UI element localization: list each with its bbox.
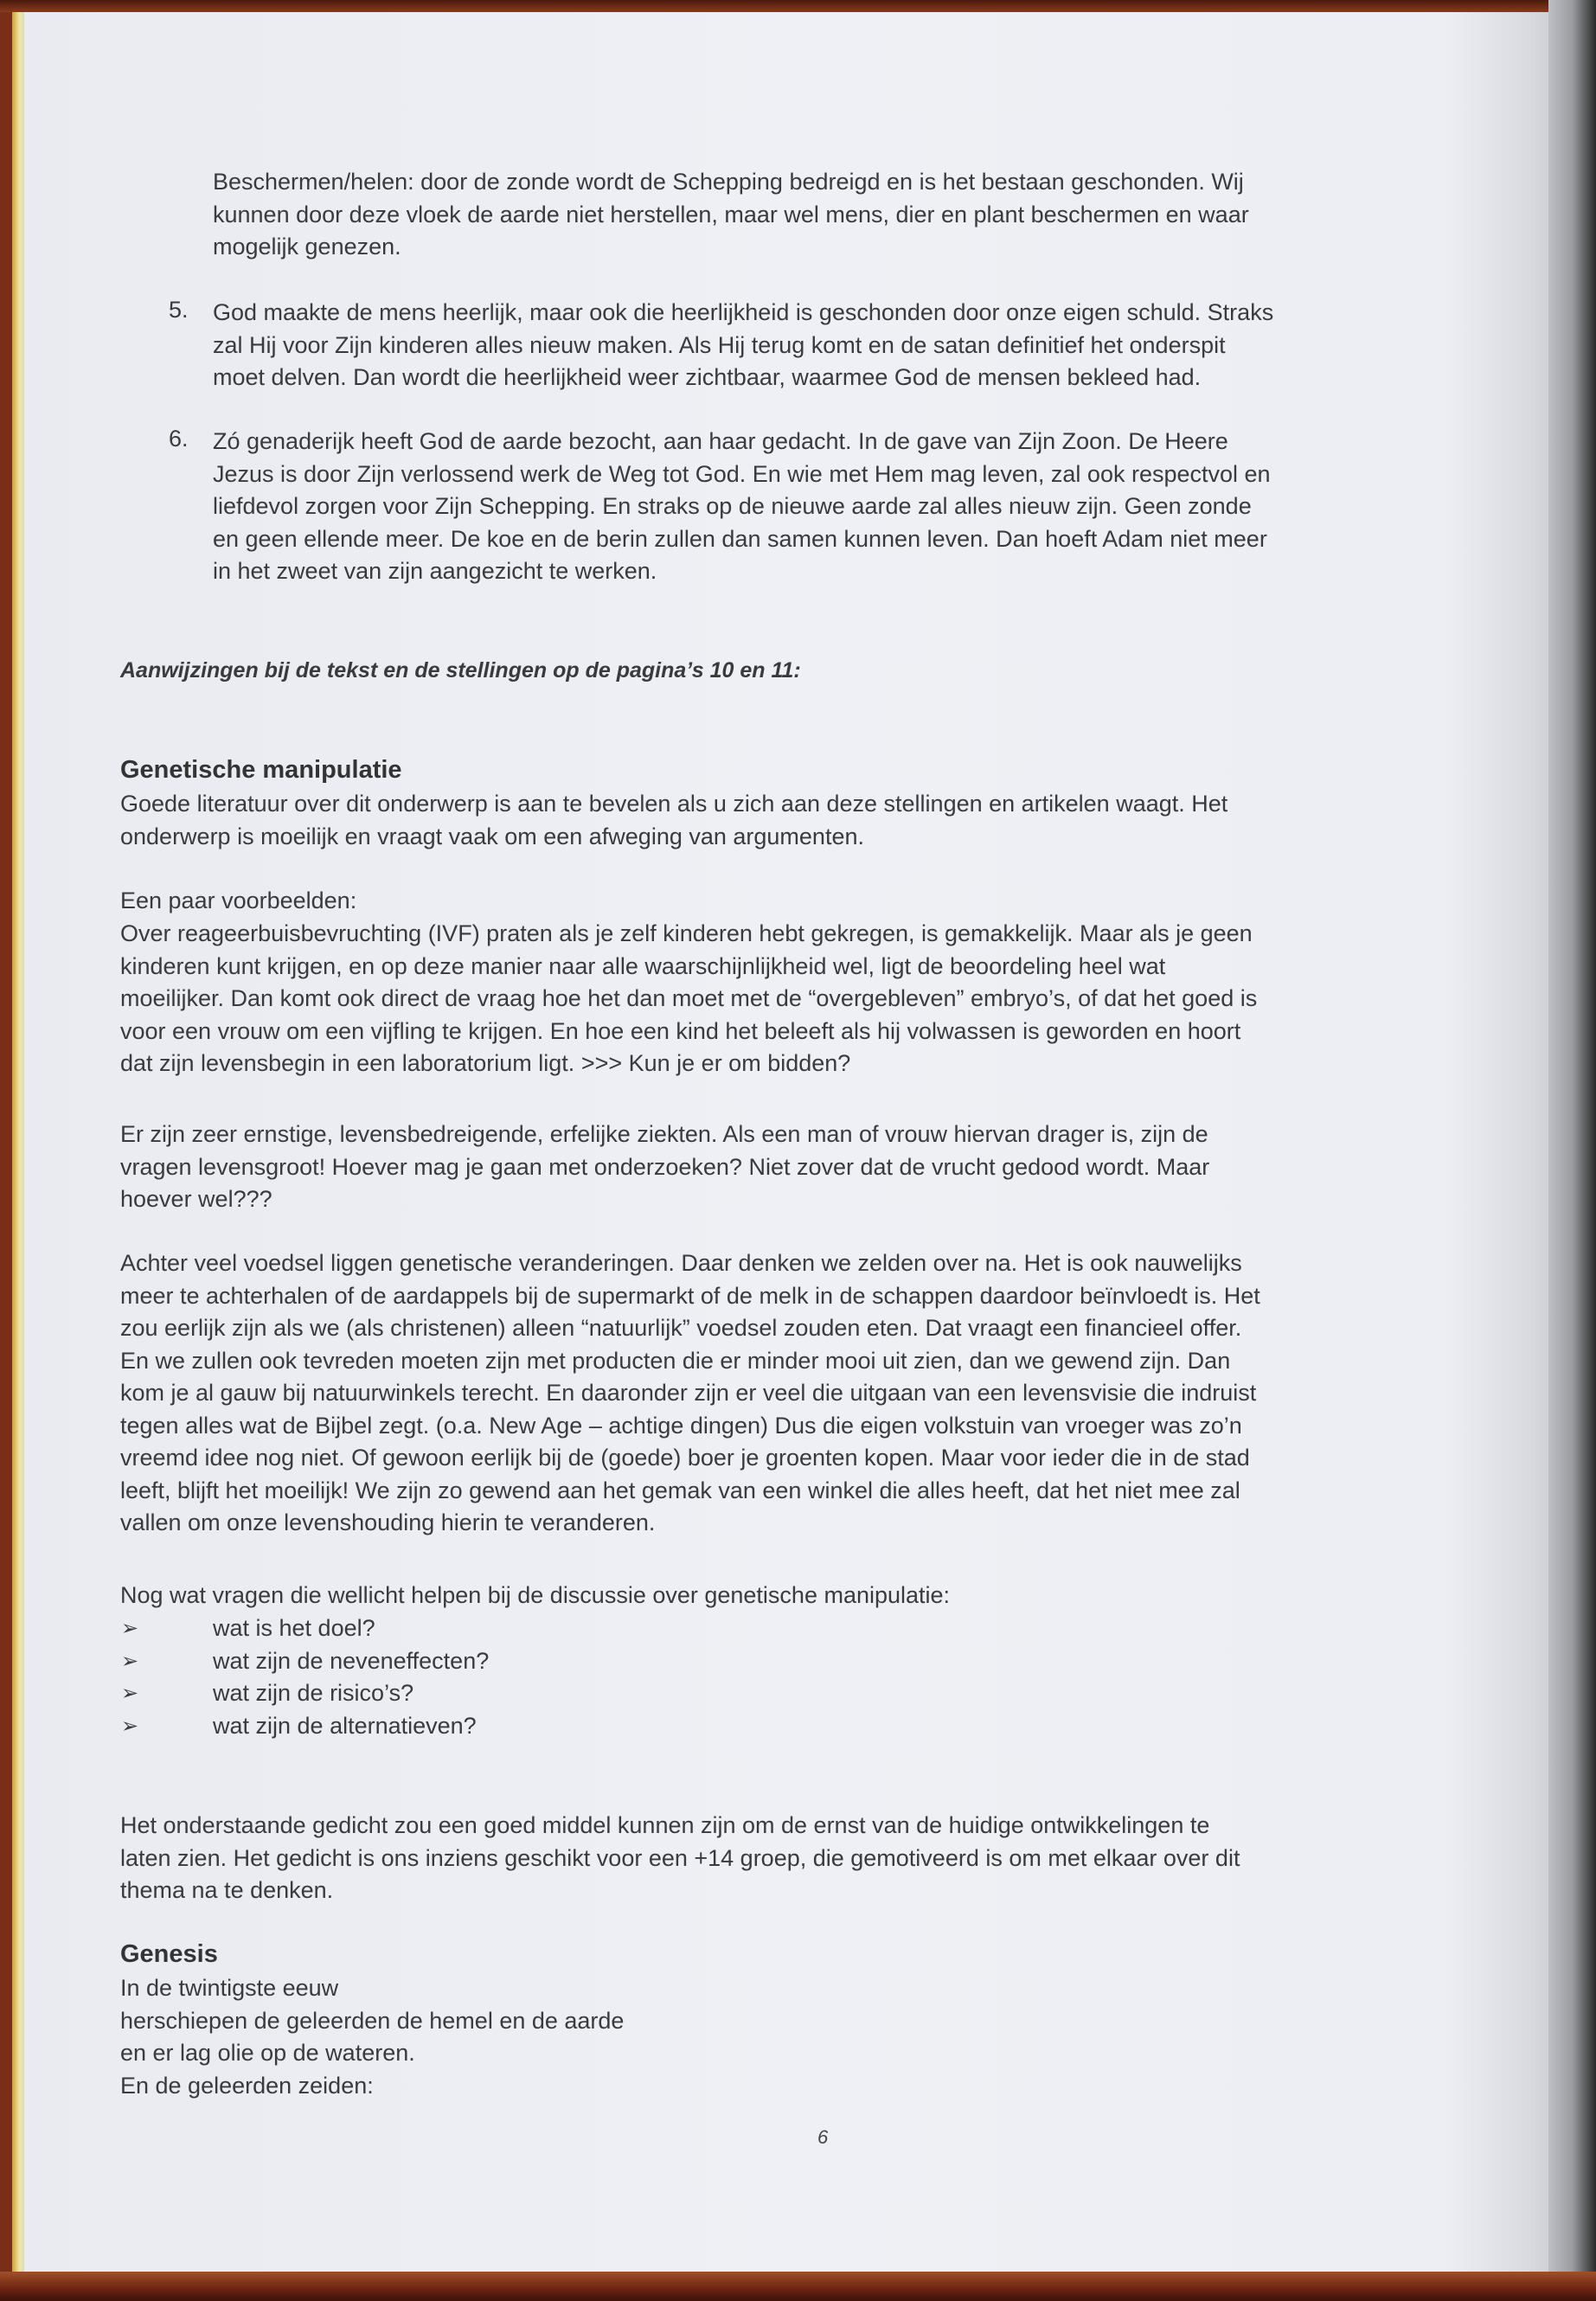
scan-shadow-right [1548,0,1596,2272]
page-edge [12,12,24,2272]
examples-label: Een paar voorbeelden: [120,888,357,913]
text-line: Jezus is door Zijn verlossend werk de Weg tot God. En wie met Hem mag leven, zal ook respectvol en [213,460,1271,487]
ivf-paragraph [120,918,1257,1080]
text-line: In de twintigste eeuw [120,1975,339,2001]
intro-paragraph [213,166,1249,264]
text-line: zou eerlijk zijn als we (als christenen) alleen “natuurlijk” voedsel zouden eten. Dat vraagt een financieel offer. [120,1315,1242,1341]
text-line: laten zien. Het gedicht is ons inziens geschikt voor een +14 groep, die gemotiveerd is om met elkaar over dit [120,1844,1240,1871]
diseases-paragraph [120,1118,1209,1216]
text-line: moeilijker. Dan komt ook direct de vraag hoe het dan moet met de “overgebleven” embryo’s, of dat het goed is [120,985,1258,1011]
text-line: Over reageerbuisbevruchting (IVF) praten als je zelf kinderen hebt gekregen, is gemakkelijk. Maar als je geen [120,920,1253,946]
scan-border-bottom [0,2272,1596,2301]
text-line: thema na te denken. [120,1877,334,1903]
text-line: Beschermen/helen: door de zonde wordt de Schepping bedreigd en is het bestaan geschonden. Wij [213,169,1244,195]
text-line: God maakte de mens heerlijk, maar ook die heerlijkheid is geschonden door onze eigen schuld. Straks [213,299,1274,325]
question-item: wat zijn de alternatieven? [213,1712,477,1739]
page-number: 6 [817,2126,829,2148]
text-line: voor een vrouw om een vijfling te krijgen. En hoe een kind het beleeft als hij volwassen is geworden en hoort [120,1017,1241,1044]
question-item: wat zijn de neveneffecten? [213,1647,490,1674]
arrowhead-bullet-icon: ➢ [121,1617,139,1640]
text-line: Het onderstaande gedicht zou een goed middel kunnen zijn om de ernst van de huidige ontwikkelingen te [120,1812,1210,1838]
text-line: tegen alles wat de Bijbel zegt. (o.a. New Age – achtige dingen) Dus die eigen volkstuin van vroeger was zo’n [120,1412,1242,1439]
text-line: leeft, blijft het moeilijk! We zijn zo gewend aan het gemak van een winkel die alles heeft, dat het niet mee zal [120,1477,1240,1503]
literature-paragraph [120,788,1227,853]
poem-lines [120,1972,624,2102]
text-line: zal Hij voor Zijn kinderen alles nieuw maken. Als Hij terug komt en de satan definitief het onderspit [213,331,1226,358]
text-line: Goede literatuur over dit onderwerp is aan te bevelen als u zich aan deze stellingen en artikelen waagt. Het [120,791,1228,817]
text-line: en geen ellende meer. De koe en de berin zullen dan samen kunnen leven. Dan hoeft Adam niet meer [213,525,1267,552]
question-item: wat is het doel? [213,1615,375,1641]
text-line: mogelijk genezen. [213,234,401,260]
list-number: 5. [169,297,189,323]
list-item-6 [213,426,1271,588]
text-line: En we zullen ook tevreden moeten zijn met producten die er minder mooi uit zien, dan we gewend zijn. Dan [120,1347,1231,1374]
text-line: vallen om onze levenshouding hierin te veranderen. [120,1509,656,1535]
text-line: onderwerp is moeilijk en vraagt vaak om een afweging van argumenten. [120,823,864,849]
text-line: kunnen door deze vloek de aarde niet herstellen, maar wel mens, dier en plant beschermen en waar [213,201,1249,228]
text-line: Zó genaderijk heeft God de aarde bezocht, aan haar gedacht. In de gave van Zijn Zoon. De Heere [213,428,1228,454]
section-heading: Genetische manipulatie [120,756,402,784]
text-line: dat zijn levensbegin in een laboratorium ligt. >>> Kun je er om bidden? [120,1050,851,1076]
question-item: wat zijn de risico’s? [213,1680,414,1706]
text-line: moet delven. Dan wordt die heerlijkheid weer zichtbaar, waarmee God de mensen bekleed had. [213,364,1202,390]
instructions-heading: Aanwijzingen bij de tekst en de stellingen op de pagina’s 10 en 11: [120,658,801,683]
arrowhead-bullet-icon: ➢ [121,1714,139,1738]
text-line: vreemd idee nog niet. Of gewoon eerlijk bij de (goede) boer je groenten kopen. Maar voor ieder die in de stad [120,1445,1250,1471]
text-line: liefdevol zorgen voor Zijn Schepping. En straks op de nieuwe aarde zal alles nieuw zijn. Geen zonde [213,493,1252,519]
list-item-5 [213,297,1273,394]
questions-intro: Nog wat vragen die wellicht helpen bij de discussie over genetische manipulatie: [120,1582,951,1608]
text-line: en er lag olie op de wateren. [120,2040,415,2066]
list-number: 6. [169,426,189,452]
poem-title: Genesis [120,1940,218,1968]
scan-border-top [0,0,1596,12]
text-line: kom je al gauw bij natuurwinkels terecht. En daaronder zijn er veel die uitgaan van een levensvisie die indruist [120,1380,1257,1406]
text-line: Achter veel voedsel liggen genetische veranderingen. Daar denken we zelden over na. Het is ook nauwelijks [120,1250,1242,1276]
arrowhead-bullet-icon: ➢ [121,1682,139,1705]
text-line: Er zijn zeer ernstige, levensbedreigende, erfelijke ziekten. Als een man of vrouw hiervan drager is, zijn de [120,1121,1208,1147]
food-paragraph [120,1247,1260,1540]
text-line: vragen levensgroot! Hoever mag je gaan met onderzoeken? Niet zover dat de vrucht gedood wordt. Maar [120,1153,1210,1180]
text-line: kinderen kunt krijgen, en op deze manier naar alle waarschijnlijkheid wel, ligt de beoordeling heel wat [120,952,1166,979]
arrowhead-bullet-icon: ➢ [121,1649,139,1673]
text-line: herschiepen de geleerden de hemel en de aarde [120,2007,625,2034]
poem-intro-paragraph [120,1810,1240,1907]
text-line: En de geleerden zeiden: [120,2072,374,2099]
text-line: hoever wel??? [120,1186,272,1212]
text-line: meer te achterhalen of de aardappels bij de supermarkt of de melk in de schappen daardoor beïnvloedt is. Het [120,1282,1260,1309]
text-line: in het zweet van zijn aangezicht te werken. [213,558,657,584]
